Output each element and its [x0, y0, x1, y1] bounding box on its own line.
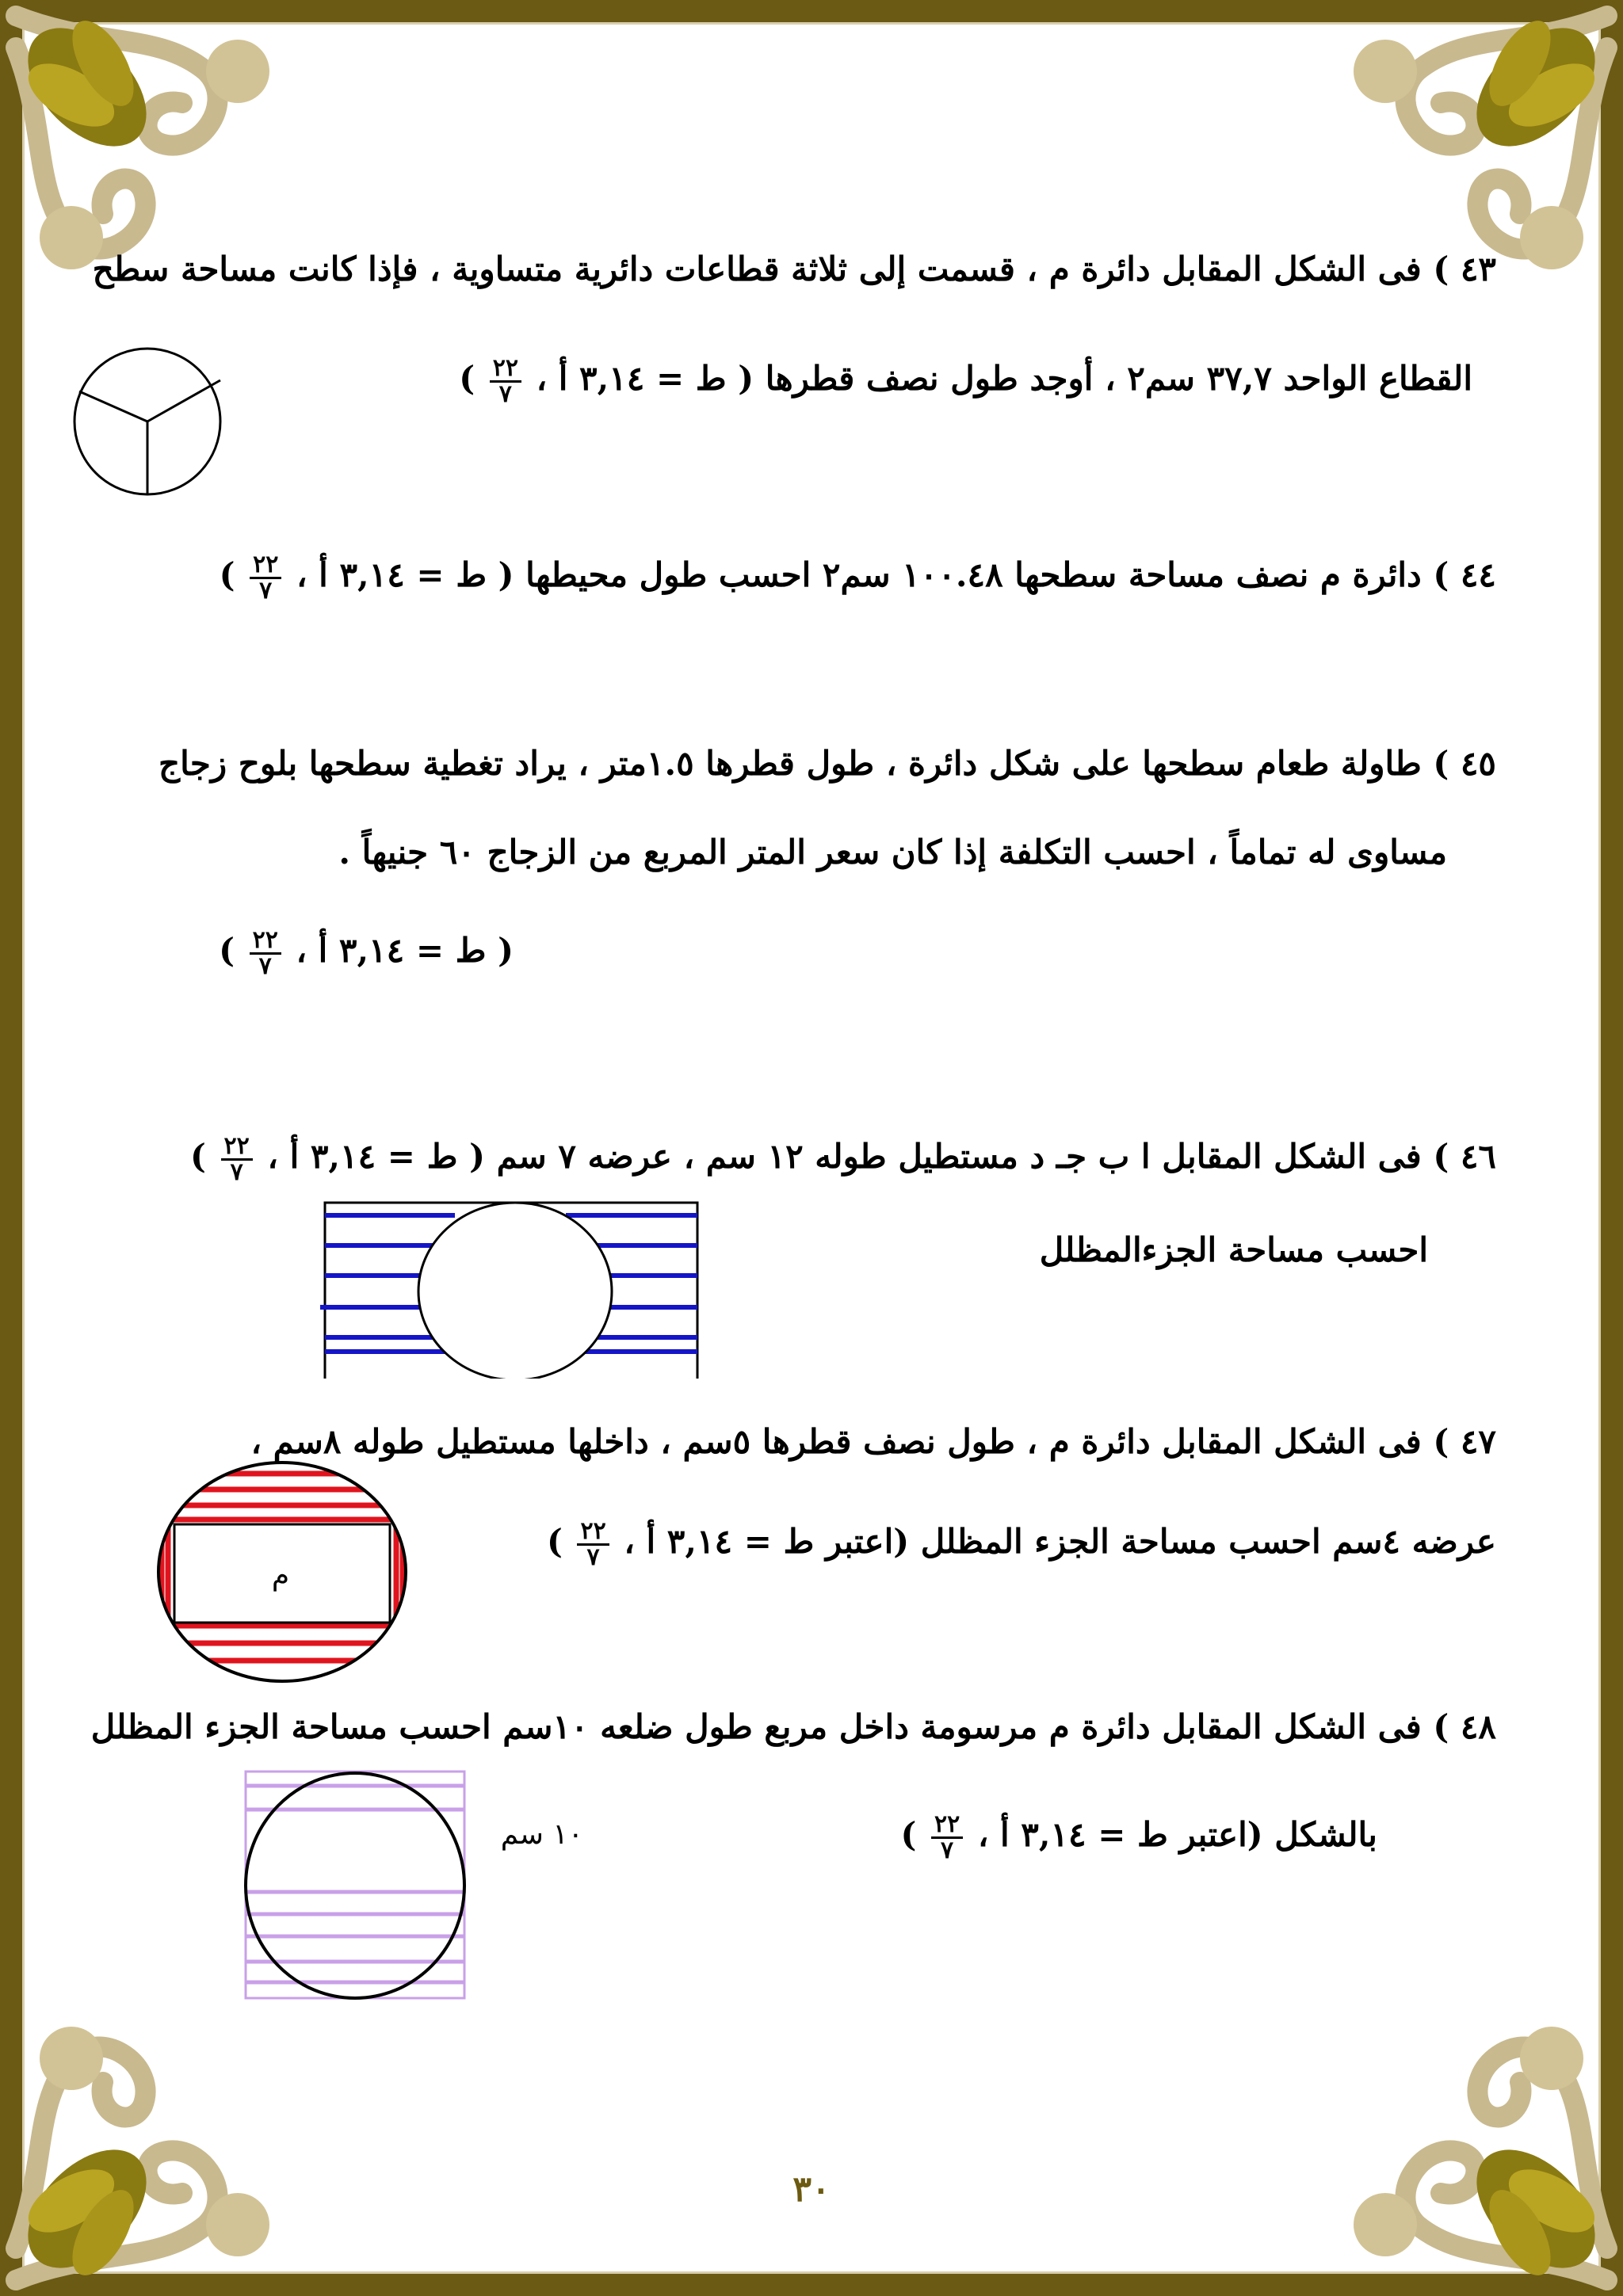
- q48-line-2: بالشكل (اعتبر ط = ٣,١٤ أ ، $\frac{٢٢}{٧}$ ): [900, 1810, 1377, 1864]
- fraction-22-7: $\frac{٢٢}{٧}$: [221, 1135, 253, 1184]
- fraction-22-7: $\frac{٢٢}{٧}$: [250, 553, 281, 603]
- center-label-m: م: [271, 1559, 290, 1592]
- fraction-22-7: $\frac{٢٢}{٧}$: [577, 1520, 609, 1569]
- fraction-22-7: $\frac{٢٢}{٧}$: [931, 1813, 963, 1863]
- q44-line: ٤٤ ) دائرة م نصف مساحة سطحها ١٠٠.٤٨ سم٢ احسب طول محيطها ( ط = ٣,١٤ أ ، $\frac{٢٢}{٧}$ ): [219, 550, 1496, 605]
- q46-line-1: ٤٦ ) فى الشكل المقابل ا ب جـ د مستطيل طوله ١٢ سم ، عرضه ٧ سم ( ط = ٣,١٤ أ ، $\frac{٢٢}{٧}$ ): [190, 1131, 1496, 1186]
- q48-line-1: ٤٨ ) فى الشكل المقابل دائرة م مرسومة داخل مربع طول ضلعه ١٠سم احسب مساحة الجزء المظلل: [90, 1707, 1496, 1746]
- corner-ornament-top-left: [0, 0, 349, 349]
- q43-line-1: ٤٣ ) فى الشكل المقابل دائرة م ، قسمت إلى ثلاثة قطاعات دائرية متساوية ، فإذا كانت مساحة سطح: [92, 250, 1496, 288]
- q43-circle-three-sectors: [70, 342, 228, 501]
- fraction-22-7: $\frac{٢٢}{٧}$: [490, 357, 521, 406]
- q45-line-3: ( ط = ٣,١٤ أ ، $\frac{٢٢}{٧}$ ): [219, 925, 514, 980]
- corner-ornament-top-right: [1274, 0, 1623, 349]
- q45-line-1: ٤٥ ) طاولة طعام سطحها على شكل دائرة ، طول قطرها ١.٥متر ، يراد تغطية سطحها بلوح زجاج: [158, 744, 1496, 783]
- q47-circle-with-rectangle: [155, 1458, 412, 1684]
- q45-line-2: مساوى له تماماً ، احسب التكلفة إذا كان سعر المتر المربع من الزجاج ٦٠ جنيهاً .: [338, 833, 1447, 871]
- q48-side-label: ١٠ سم: [500, 1818, 583, 1851]
- fraction-22-7: $\frac{٢٢}{٧}$: [250, 929, 281, 978]
- corner-ornament-bottom-right: [1274, 1947, 1623, 2296]
- q46-line-2: احسب مساحة الجزءالمظلل: [1039, 1230, 1428, 1269]
- q47-line-1: ٤٧ ) فى الشكل المقابل دائرة م ، طول نصف قطرها ٥سم ، داخلها مستطيل طوله ٨سم ،: [250, 1422, 1496, 1461]
- page-number: ٣٠: [792, 2169, 831, 2210]
- q46-rectangle-with-circle: [320, 1196, 702, 1379]
- q43-line-2: القطاع الواحد ٣٧,٧ سم٢ ، أوجد طول نصف قطرها ( ط = ٣,١٤ أ ، $\frac{٢٢}{٧}$ ): [459, 353, 1472, 408]
- q48-square-with-circle: [242, 1768, 469, 2003]
- q47-line-2: عرضه ٤سم احسب مساحة الجزء المظلل (اعتبر ط = ٣,١٤ أ ، $\frac{٢٢}{٧}$ ): [546, 1516, 1496, 1571]
